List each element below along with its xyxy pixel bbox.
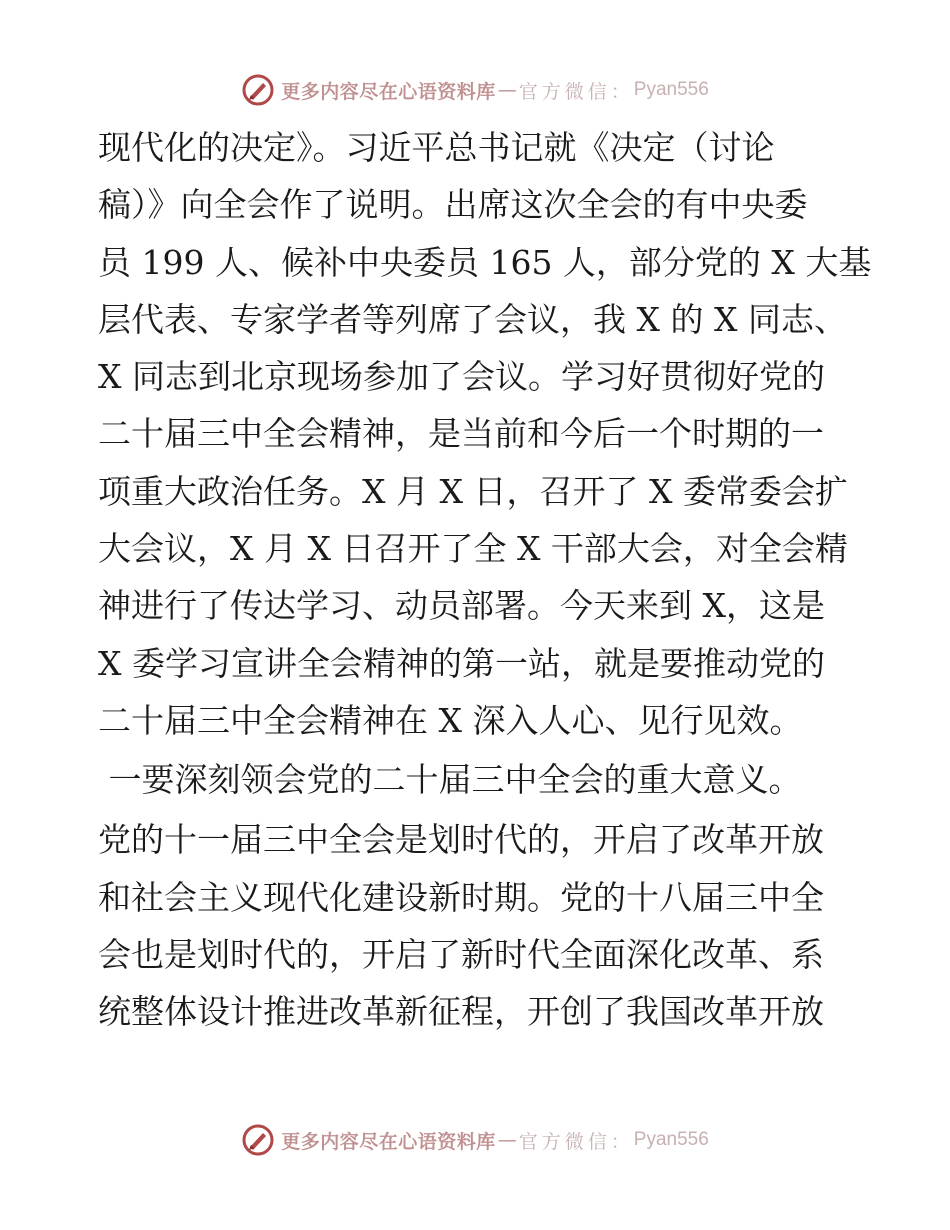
body-line: 层代表、专家学者等列席了会议，我 X 的 X 同志、 bbox=[98, 299, 847, 339]
watermark-id: Pyan556 bbox=[633, 79, 709, 100]
body-line: 现代化的决定》。习近平总书记就《决定（讨论 bbox=[98, 128, 775, 167]
section-heading: 一要深刻领会党的二十届三中全会的重大意义。 bbox=[98, 760, 802, 800]
body-line: 统整体设计推进改革新征程，开创了我国改革开放 bbox=[98, 992, 824, 1032]
watermark-dash: — bbox=[497, 79, 517, 101]
watermark-text: 更多内容尽在心语资料库 bbox=[281, 80, 496, 103]
watermark-official: 官方微信 bbox=[518, 80, 611, 103]
body-line: X 委学习宣讲全会精神的第一站，就是要推动党的 bbox=[98, 643, 825, 683]
footer-watermark bbox=[0, 1122, 950, 1158]
watermark-text: 更多内容尽在心语资料库 bbox=[281, 1130, 496, 1153]
body-line: 二十届三中全会精神在 X 深入人心、见行见效。 bbox=[98, 700, 803, 740]
body-line: 员 199 人、候补中央委员 165 人，部分党的 X 大基 bbox=[98, 242, 872, 282]
header-watermark bbox=[0, 72, 950, 108]
pen-seal-icon bbox=[241, 73, 275, 107]
watermark-id: Pyan556 bbox=[633, 1129, 709, 1150]
body-line: 二十届三中全会精神，是当前和今后一个时期的一 bbox=[98, 414, 824, 454]
body-line: 项重大政治任务。X 月 X 日，召开了 X 委常委会扩 bbox=[98, 471, 848, 511]
body-line: 和社会主义现代化建设新时期。党的十八届三中全 bbox=[98, 877, 824, 917]
body-line: 神进行了传达学习、动员部署。今天来到 X，这是 bbox=[98, 586, 825, 626]
pen-seal-icon bbox=[241, 1123, 275, 1157]
body-line: 党的十一届三中全会是划时代的，开启了改革开放 bbox=[98, 820, 824, 860]
body-line: 稿）》向全会作了说明。出席这次全会的有中央委 bbox=[98, 185, 808, 225]
body-line: X 同志到北京现场参加了会议。学习好贯彻好党的 bbox=[98, 357, 825, 397]
body-line: 会也是划时代的，开启了新时代全面深化改革、系 bbox=[98, 934, 824, 974]
watermark-sep: ： bbox=[610, 80, 634, 103]
watermark-dash: — bbox=[497, 1129, 517, 1151]
watermark-sep: ： bbox=[610, 1130, 634, 1153]
body-line: 大会议，X 月 X 日召开了全 X 干部大会，对全会精 bbox=[98, 529, 848, 569]
document-body bbox=[98, 119, 872, 1040]
watermark-official: 官方微信 bbox=[518, 1130, 611, 1153]
